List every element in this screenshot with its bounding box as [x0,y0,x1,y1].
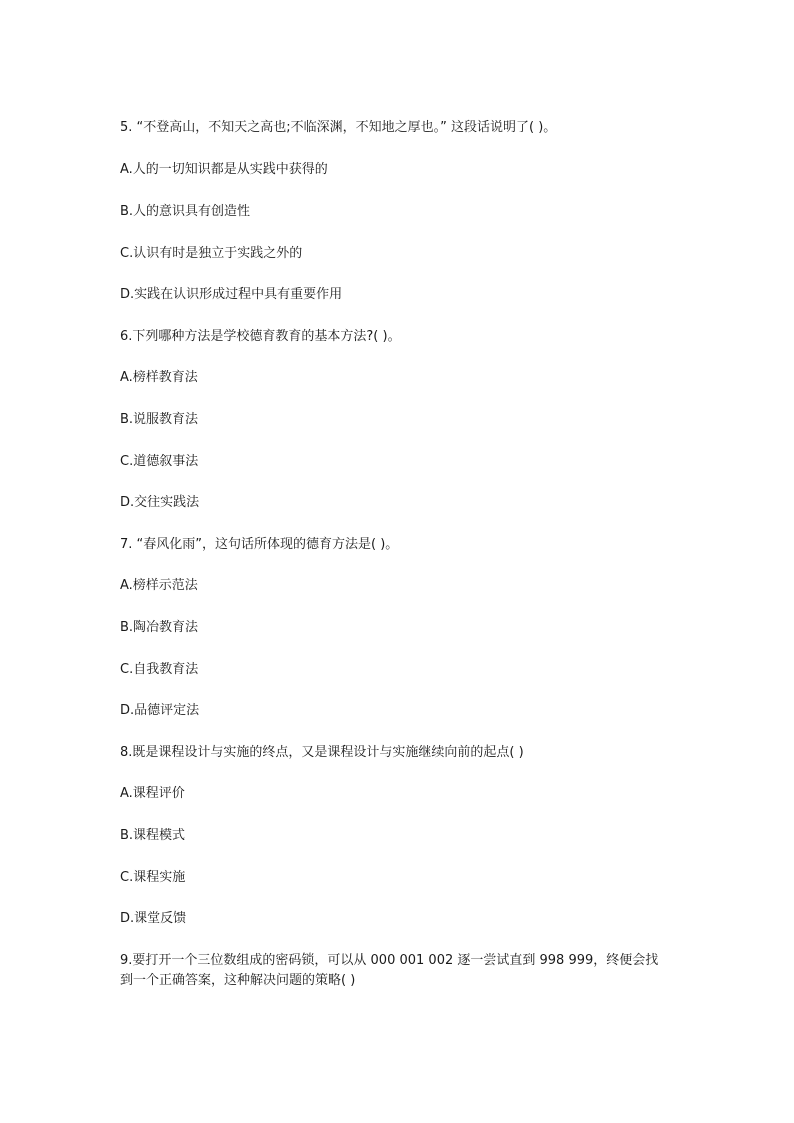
question-5-stem: 5. “不登高山，不知天之高也;不临深渊，不知地之厚也。” 这段话说明了( )。 [120,120,557,135]
question-8-option-c: C.课程实施 [120,870,186,885]
question-5-option-b: B.人的意识具有创造性 [120,204,251,219]
question-5-option-a: A.人的一切知识都是从实践中获得的 [120,162,328,177]
question-6-option-c: C.道德叙事法 [120,454,199,469]
question-6-option-d: D.交往实践法 [120,495,200,510]
question-5-option-c: C.认识有时是独立于实践之外的 [120,246,303,261]
question-8-option-a: A.课程评价 [120,786,185,801]
question-7-option-b: B.陶冶教育法 [120,620,199,635]
question-7-option-a: A.榜样示范法 [120,578,198,593]
question-8-option-b: B.课程模式 [120,828,186,843]
question-8-stem: 8.既是课程设计与实施的终点，又是课程设计与实施继续向前的起点( ) [120,745,524,760]
question-9-stem: 9.要打开一个三位数组成的密码锁，可以从 000 001 002 逐一尝试直到 998 999，终便会找到一个正确答案，这种解决问题的策略( ) [120,953,659,988]
question-8-option-d: D.课堂反馈 [120,911,187,926]
question-7-option-c: C.自我教育法 [120,662,199,677]
question-7-option-d: D.品德评定法 [120,703,200,718]
question-6-option-a: A.榜样教育法 [120,370,198,385]
question-6-option-b: B.说服教育法 [120,412,199,427]
question-5-option-d: D.实践在认识形成过程中具有重要作用 [120,287,343,302]
question-6-stem: 6.下列哪种方法是学校德育教育的基本方法?( )。 [120,329,401,344]
question-7-stem: 7. “春风化雨”，这句话所体现的德育方法是( )。 [120,537,399,552]
